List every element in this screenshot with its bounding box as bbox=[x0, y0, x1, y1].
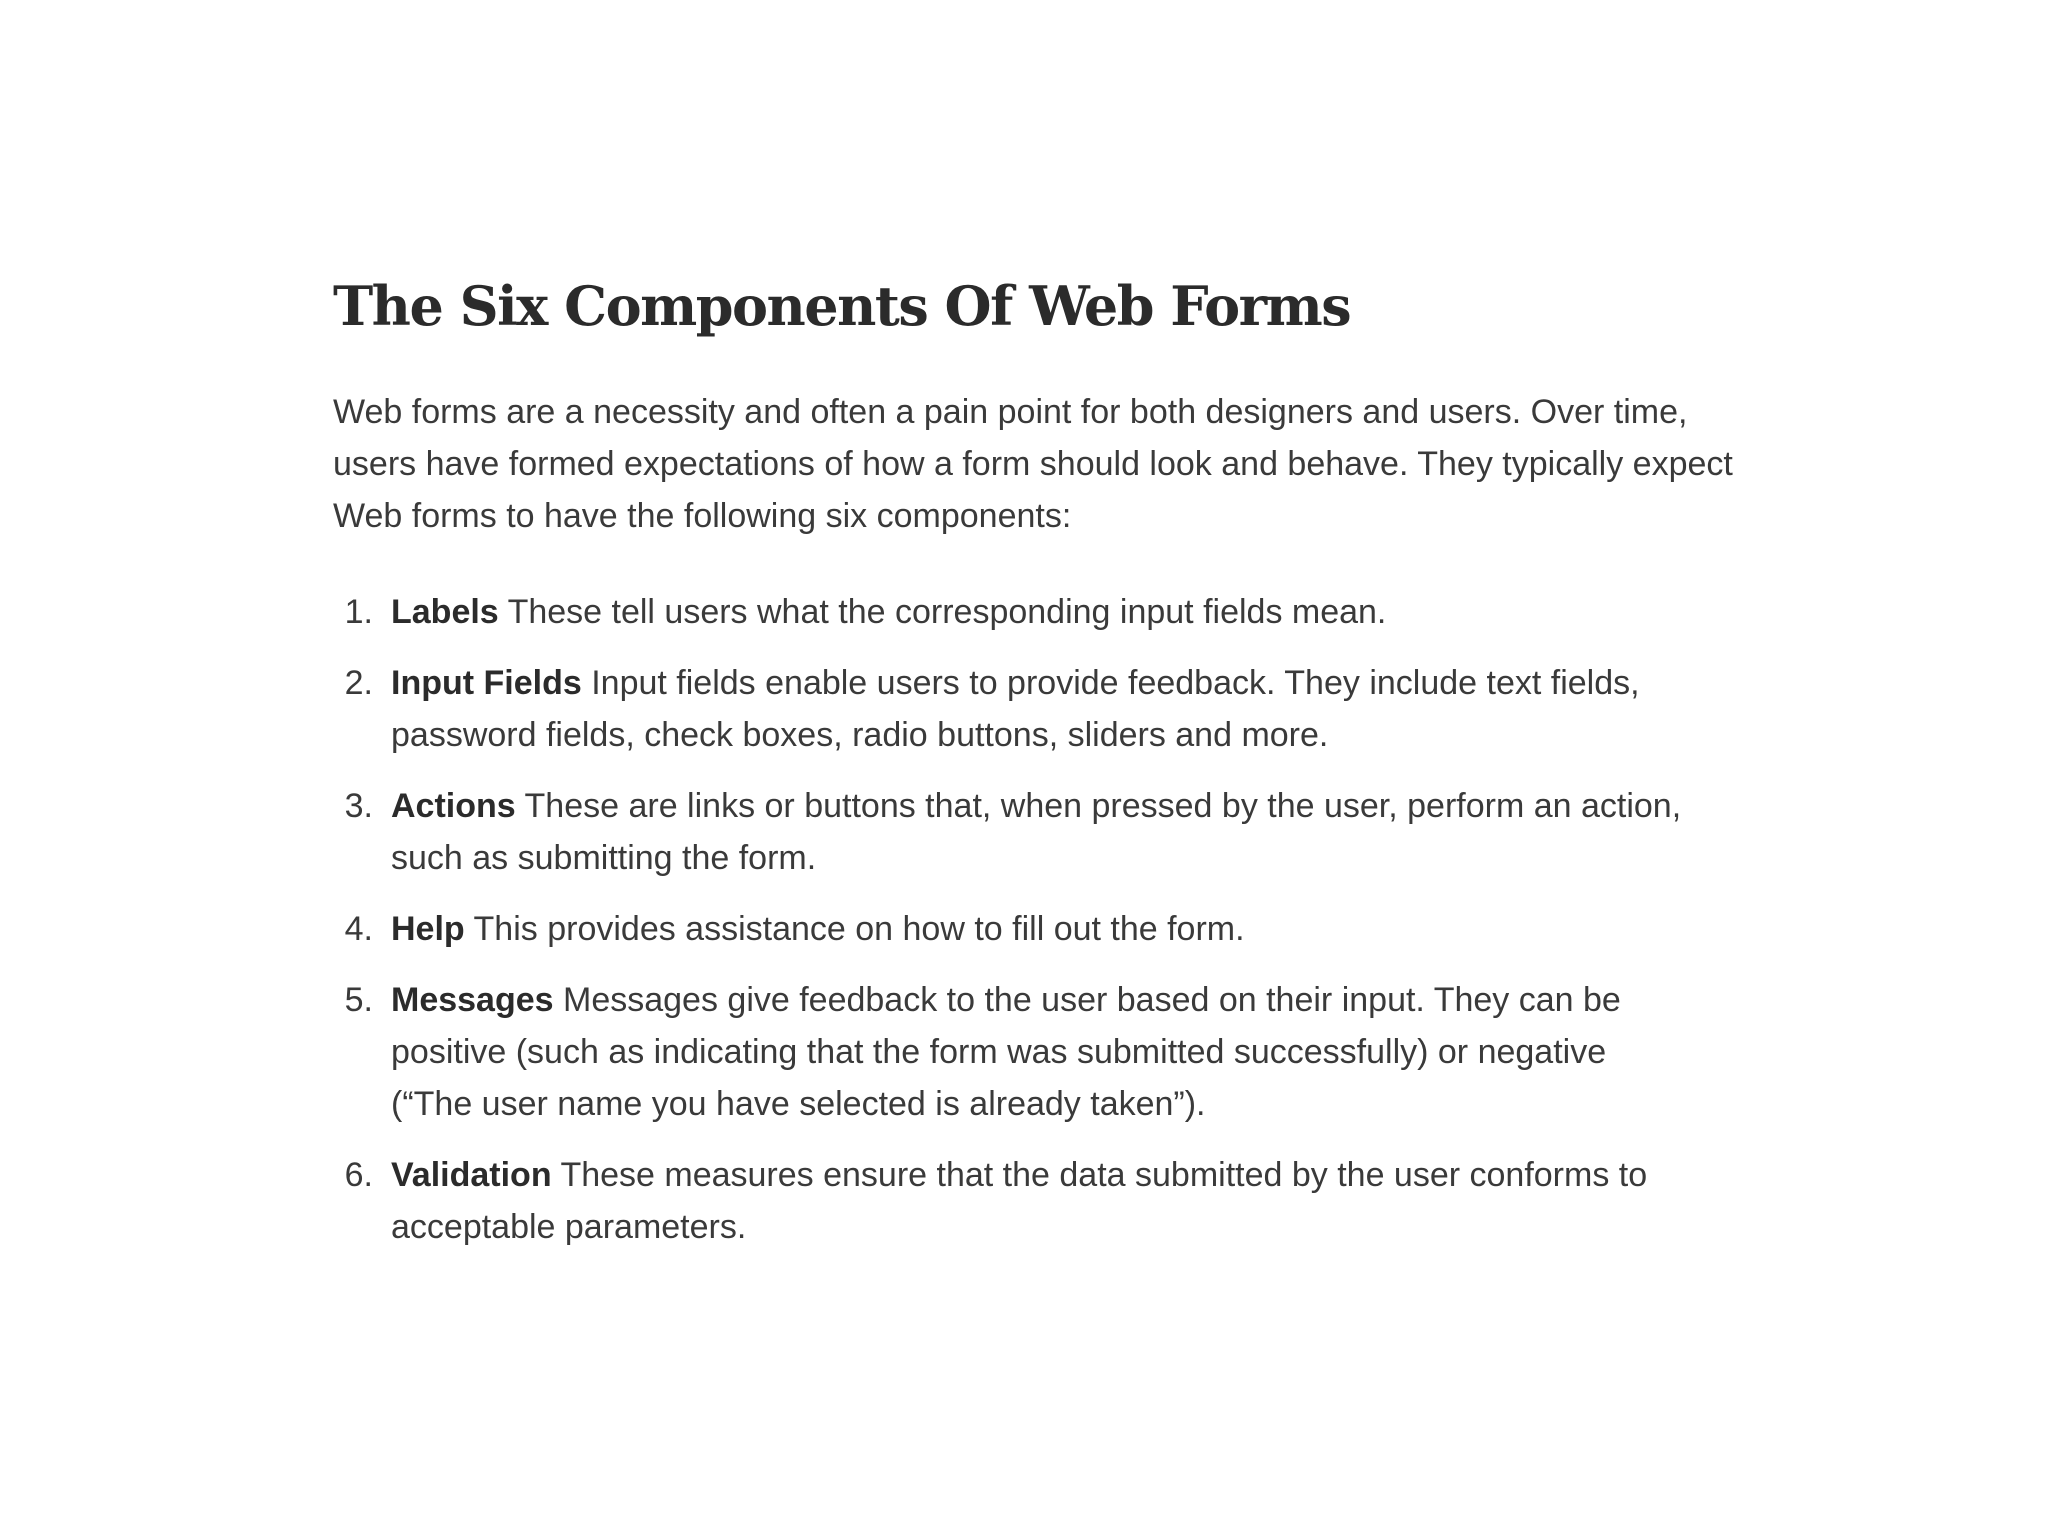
component-description: This provides assistance on how to fill out the form. bbox=[473, 910, 1245, 948]
list-number: 5. bbox=[344, 981, 373, 1019]
list-item bbox=[333, 903, 1683, 955]
list-item bbox=[333, 1149, 1683, 1253]
components-list bbox=[333, 586, 1733, 1253]
list-number: 1. bbox=[344, 593, 373, 631]
component-description: Input fields enable users to provide feedback. They include text fields, password fields, check boxes, radio buttons, sliders and more. bbox=[391, 664, 1640, 754]
component-term: Help bbox=[391, 910, 465, 948]
component-term: Messages bbox=[391, 981, 554, 1019]
component-description: These tell users what the corresponding input fields mean. bbox=[507, 593, 1387, 631]
component-term: Input Fields bbox=[391, 664, 582, 702]
list-item bbox=[333, 780, 1683, 884]
list-number: 6. bbox=[344, 1156, 373, 1194]
component-term: Labels bbox=[391, 593, 499, 631]
list-item bbox=[333, 586, 1683, 638]
component-term: Actions bbox=[391, 787, 516, 825]
list-item bbox=[333, 974, 1683, 1130]
list-number: 3. bbox=[344, 787, 373, 825]
list-number: 4. bbox=[344, 910, 373, 948]
component-description: Messages give feedback to the user based on their input. They can be positive (such as indicating that the form was submitted successfully) or negative (“The user name you have selected is already taken”). bbox=[391, 981, 1621, 1123]
list-number: 2. bbox=[344, 664, 373, 702]
component-description: These measures ensure that the data submitted by the user conforms to acceptable parameters. bbox=[391, 1156, 1648, 1246]
list-item bbox=[333, 657, 1683, 761]
component-description: These are links or buttons that, when pressed by the user, perform an action, such as submitting the form. bbox=[391, 787, 1682, 877]
intro-paragraph: Web forms are a necessity and often a pain point for both designers and users. Over time, users have formed expectations of how a form should look and behave. They typically expect Web forms to have the following six components: bbox=[333, 393, 1733, 535]
component-term: Validation bbox=[391, 1156, 552, 1194]
article-title: The Six Components Of Web Forms bbox=[333, 274, 1351, 338]
article bbox=[333, 272, 1733, 1272]
